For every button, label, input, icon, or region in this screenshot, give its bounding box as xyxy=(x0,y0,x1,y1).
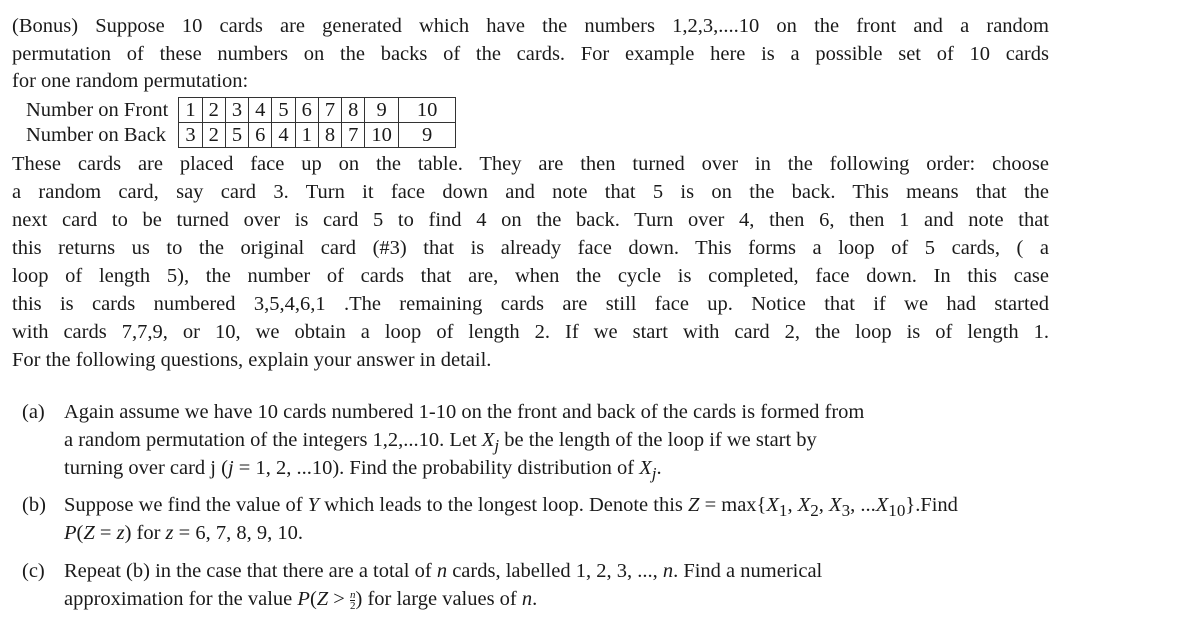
question-c-line-2: approximation for the value P(Z > $\frac{n}{2}$ ) for large values of n. xyxy=(64,588,538,612)
question-b-line-2: P(Z = z) for z = 6, 7, 8, 9, 10. xyxy=(64,522,303,544)
question-a-line-3: turning over card j (j = 1, 2, ...10). Find the probability distribution of $X_j$. xyxy=(64,457,662,484)
question-c-line-1: Repeat (b) in the case that there are a total of n cards, labelled 1, 2, 3, ..., n. Find a numerical xyxy=(64,560,823,582)
back-cell: 9 xyxy=(398,123,456,148)
body-line-2: a random card, say card 3. Turn it face down and note that 5 is on the back. This means that the xyxy=(12,181,1049,203)
back-cell: 8 xyxy=(318,123,341,148)
body-line-7: with cards 7,7,9, or 10, we obtain a loop of length 2. If we start with card 2, the loop is of length 1. xyxy=(12,321,1049,343)
front-cell: 3 xyxy=(225,98,248,123)
body-line-8: For the following questions, explain your answer in detail. xyxy=(12,349,492,371)
question-b-line-1: Suppose we find the value of Y which leads to the longest loop. Denote this $Z = \max\{X_1$, $X_2$, $X_3$, $...X_{10}\}.Find$ xyxy=(64,494,958,521)
body-line-4: this returns us to the original card (#3) that is already face down. This forms a loop of 5 cards, ( a xyxy=(12,237,1049,259)
back-cell: 2 xyxy=(202,123,225,148)
front-row xyxy=(22,98,456,123)
back-cell: 6 xyxy=(249,123,272,148)
front-cell: 9 xyxy=(365,98,399,123)
back-cell: 1 xyxy=(295,123,318,148)
back-cell: 10 xyxy=(365,123,399,148)
back-cell: 5 xyxy=(225,123,248,148)
front-cell: 5 xyxy=(272,98,295,123)
body-line-1: These cards are placed face up on the table. They are then turned over in the following order: choose xyxy=(12,153,1049,175)
back-label: Number on Back xyxy=(26,124,167,146)
back-cell: 7 xyxy=(342,123,365,148)
front-cell: 2 xyxy=(202,98,225,123)
intro-line-1: (Bonus) Suppose 10 cards are generated which have the numbers 1,2,3,....10 on the front and a random xyxy=(12,15,1049,37)
question-a-line-1: Again assume we have 10 cards numbered 1-10 on the front and back of the cards is formed from xyxy=(64,401,865,423)
front-cell: 10 xyxy=(398,98,456,123)
intro-line-3: for one random permutation: xyxy=(12,70,249,92)
back-cell: 3 xyxy=(179,123,202,148)
question-c-label: (c) xyxy=(22,560,45,582)
body-line-3: next card to be turned over is card 5 to find 4 on the back. Turn over 4, then 6, then 1 and note that xyxy=(12,209,1049,231)
body-line-6: this is cards numbered 3,5,4,6,1 .The remaining cards are still face up. Notice that if we had started xyxy=(12,293,1049,315)
body-line-5: loop of length 5), the number of cards that are, when the cycle is completed, face down. In this case xyxy=(12,265,1049,287)
back-cell: 4 xyxy=(272,123,295,148)
card-permutation-table xyxy=(22,97,456,148)
front-cell: 6 xyxy=(295,98,318,123)
front-cell: 4 xyxy=(249,98,272,123)
back-row xyxy=(22,123,456,148)
front-label: Number on Front xyxy=(26,99,169,121)
question-a-line-2: a random permutation of the integers 1,2,...10. Let $X_j$ be the length of the loop if we start by xyxy=(64,429,817,456)
intro-line-2: permutation of these numbers on the backs of the cards. For example here is a possible set of 10 cards xyxy=(12,43,1049,65)
question-b-label: (b) xyxy=(22,494,46,516)
front-cell: 8 xyxy=(342,98,365,123)
front-cell: 7 xyxy=(318,98,341,123)
front-cell: 1 xyxy=(179,98,202,123)
question-a-label: (a) xyxy=(22,401,45,423)
